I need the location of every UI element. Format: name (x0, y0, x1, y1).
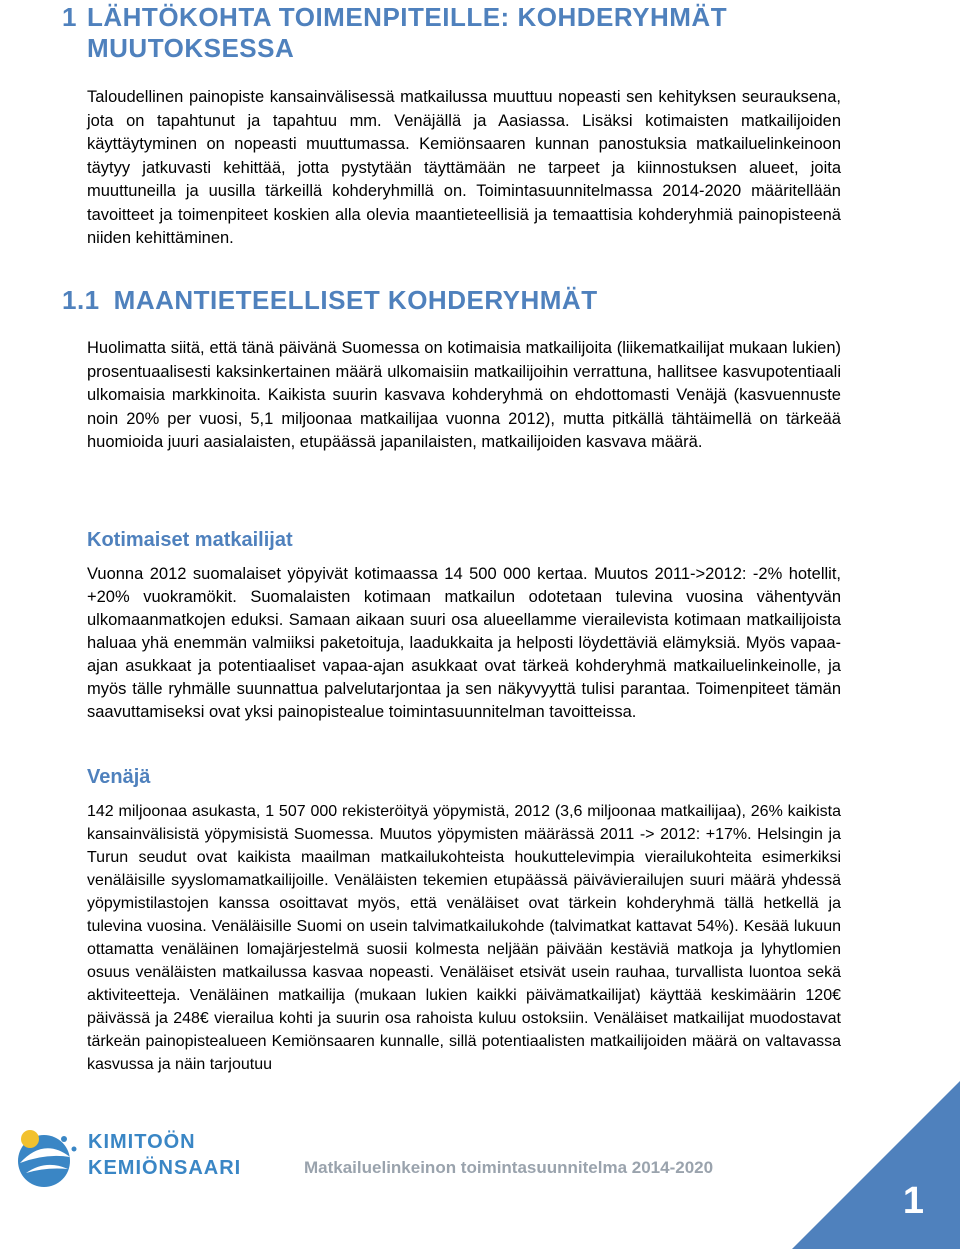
corner-triangle-decoration (792, 1081, 960, 1249)
russia-paragraph: 142 miljoonaa asukasta, 1 507 000 rekisteröityä yöpymistä, 2012 (3,6 miljoonaa matkailijaa), 26% kaikista kansainvälisistä yöpymisistä Suomessa. Muutos yöpymisten määrässä 2011 -> 2012: +17%. Helsingin ja Turun seudut ovat kaikista maailman matkailukohteista houkuttelevimpia vierailukohteita esimerkiksi venäläisille syyslomamatkailijoille. Venäläisten tekemien etupäässä päivävierailujen suuri määrä yhdessä yöpymistilastojen kanssa osoittavat myös, että venäläiset ovat tärkein kohderyhmä tällä hetkellä ja tulevina vuosina. Venäläisille Suomi on usein talvimatkailukohde (talvimatkat kattavat 54%). Kesää lukuun ottamatta venäläinen lomajärjestelmä suosii kolmesta neljään päivään kestäviä matkoja ja lyhytlomien osuus venäläisten matkailussa kasvaa nopeasti. Venäläiset etsivät usein rauhaa, turvallista luontoa sekä aktiviteetteja. Venäläinen matkailija (mukaan lukien kaikki päivämatkailijat) käyttää keskimäärin 120€ päivässä ja 248€ vierailua kohti ja suurin osa rahoista kuluu ostoksiin. Venäläiset matkailijat muodostavat tärkeän painopistealueen Kemiönsaaren kunnalle, sillä potentiaalisten matkailijoiden määrä on valtavassa kasvussa ja näin tarjoutuu (87, 803, 841, 1073)
chapter-heading (62, 2, 922, 64)
logo-mark-icon (6, 1123, 86, 1193)
section-title: MAANTIETEELLISET KOHDERYHMÄT (113, 285, 598, 315)
geo-paragraph: Huolimatta siitä, että tänä päivänä Suomessa on kotimaisia matkailijoita (liikematkailijat mukaan lukien) prosentuaalisesti kaksinkertainen määrä ulkomaisiin matkailijoihin verrattuna, hallitsee kasvupotentiaali ulkomaisia markkinoita. Kaikista suurin kasvava kohderyhmä on ehdottomasti Venäjä (kasvuennuste noin 20% per vuosi, 5,1 miljoonaa matkailijaa vuonna 2012), mutta pitkällä tähtäimellä on tärkeää huomioida juuri aasialaisten, etupäässä japanilaisten, matkailijoiden kasvava määrä. (87, 339, 841, 451)
footer-document-title: Matkailuelinkeinon toimintasuunnitelma 2014-2020 (304, 1158, 714, 1177)
section-number: 1.1 (62, 285, 100, 315)
section-heading (62, 285, 922, 316)
page-number: 1 (902, 1180, 924, 1222)
subsection-title-domestic: Kotimaiset matkailijat (87, 529, 293, 551)
domestic-paragraph: Vuonna 2012 suomalaiset yöpyivät kotimaassa 14 500 000 kertaa. Muutos 2011->2012: -2% hotellit, +20% vuokramökit. Suomalaisten kotimaan matkailun odotetaan tulevina vuosina vähentyvän ulkomaanmatkojen eduksi. Samaan aikaan suuri osa alueellamme vierailevista kotimaan matkailijoista haluaa yhä enemmän valmiiksi paketoituja, laadukkaita ja helposti löydettäviä elämyksiä. Myös vapaa-ajan asukkaat ja potentiaaliset vapaa-ajan asukkaat ovat tärkeä kohderyhmä matkailuelinkeinolle, ja myös tälle ryhmälle suunnattua palvelutarjontaa ja sen näkyvyyttä tulisi parantaa. Toimenpiteet tämän saavuttamiseksi ovat yksi painopistealue toimintasuunnitelman tavoitteissa. (87, 565, 841, 721)
chapter-title: LÄHTÖKOHTA TOIMENPITEILLE: KOHDERYHMÄT MUUTOKSESSA (87, 2, 728, 63)
municipality-logo (6, 1123, 246, 1193)
subsection-title-russia: Venäjä (87, 766, 151, 788)
logo-text-finnish: KEMIÖNSAARI (88, 1157, 242, 1179)
chapter-number: 1 (62, 2, 77, 32)
intro-paragraph: Taloudellinen painopiste kansainvälisessä matkailussa muuttuu nopeasti sen kehityksen seurauksena, jota on tapahtunut ja tapahtuu mm. Venäjällä ja Aasiassa. Lisäksi kotimaisten matkailijoiden käyttäytyminen on nopeasti muuttumassa. Kemiönsaaren kunnan panostuksia matkailuelinkeinoon täytyy jatkuvasti kehittää, jotta pystytään täyttämään ne tarpeet ja kiinnostuksen alueet, joita muuttuneilla ja uusilla tärkeillä kohderyhmillä on. Toimintasuunnitelmassa 2014-2020 määritellään tavoitteet ja toimenpiteet koskien alla olevia maantieteellisiä ja temaattisia kohderyhmiä painopisteenä niiden kehittäminen. (87, 88, 841, 247)
logo-text-swedish: KIMITOÖN (88, 1131, 196, 1153)
